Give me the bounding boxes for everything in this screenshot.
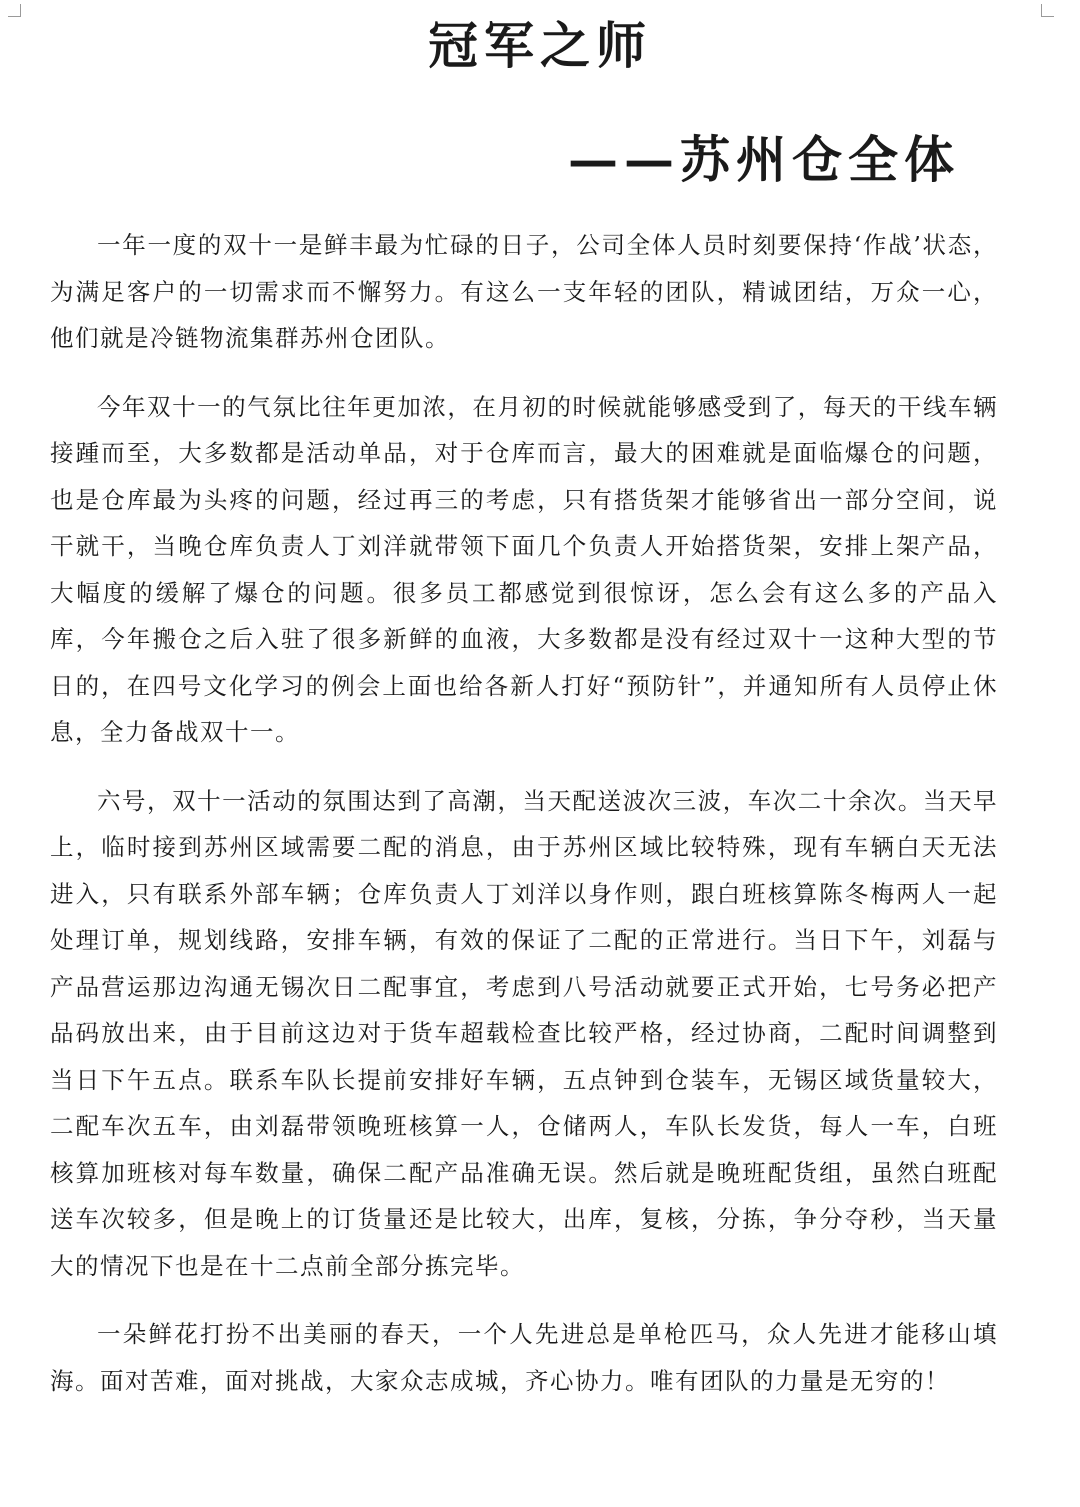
paragraph-intro: 一年一度的双十一是鲜丰最为忙碌的日子，公司全体人员时刻要保持‘作战’状态，为满足客户的一切需求而不懈努力。有这么一支年轻的团队，精诚团结，万众一心，他们就是冷链物流集群苏州仓团队。 <box>50 231 998 352</box>
document-subtitle: ——苏州仓全体 <box>568 130 960 189</box>
paragraph-preparation: 今年双十一的气氛比往年更加浓，在月初的时候就能够感受到了，每天的干线车辆接踵而至，大多数都是活动单品，对于仓库而言，最大的困难就是面临爆仓的问题，也是仓库最为头疼的问题，经过再三的考虑，只有搭货架才能够省出一部分空间，说干就干，当晚仓库负责人丁刘洋就带领下面几个负责人开始搭货架，安排上架产品，大幅度的缓解了爆仓的问题。很多员工都感觉到很惊讶，怎么会有这么多的产品入库，今年搬仓之后入驻了很多新鲜的血液，大多数都是没有经过双十一这种大型的节日的，在四号文化学习的例会上面也给各新人打好“预防针”，并通知所有人员停止休息，全力备战双十一。 <box>50 392 998 746</box>
paragraph-sixth-day: 六号，双十一活动的氛围达到了高潮，当天配送波次三波，车次二十余次。当天早上，临时接到苏州区域需要二配的消息，由于苏州区域比较特殊，现有车辆白天无法进入，只有联系外部车辆；仓库负责人丁刘洋以身作则，跟白班核算陈冬梅两人一起处理订单，规划线路，安排车辆，有效的保证了二配的正常进行。当日下午，刘磊与产品营运那边沟通无锡次日二配事宜，考虑到八号活动就要正式开始，七号务必把产品码放出来，由于目前这边对于货车超载检查比较严格，经过协商，二配时间调整到当日下午五点。联系车队长提前安排好车辆，五点钟到仓装车，无锡区域货量较大，二配车次五车，由刘磊带领晚班核算一人，仓储两人，车队长发货，每人一车，白班核算加班核对每车数量，确保二配产品准确无误。然后就是晚班配货组，虽然白班配送车次较多，但是晚上的订货量还是比较大，出库，复核，分拣，争分夺秒，当天量大的情况下也是在十二点前全部分拣完毕。 <box>50 786 998 1280</box>
document-title: 冠军之师 <box>428 16 652 75</box>
paragraph-conclusion: 一朵鲜花打扮不出美丽的春天，一个人先进总是单枪匹马，众人先进才能移山填海。面对苦难，面对挑战，大家众志成城，齐心协力。唯有团队的力量是无穷的！ <box>50 1320 998 1395</box>
document-body <box>50 222 998 1426</box>
